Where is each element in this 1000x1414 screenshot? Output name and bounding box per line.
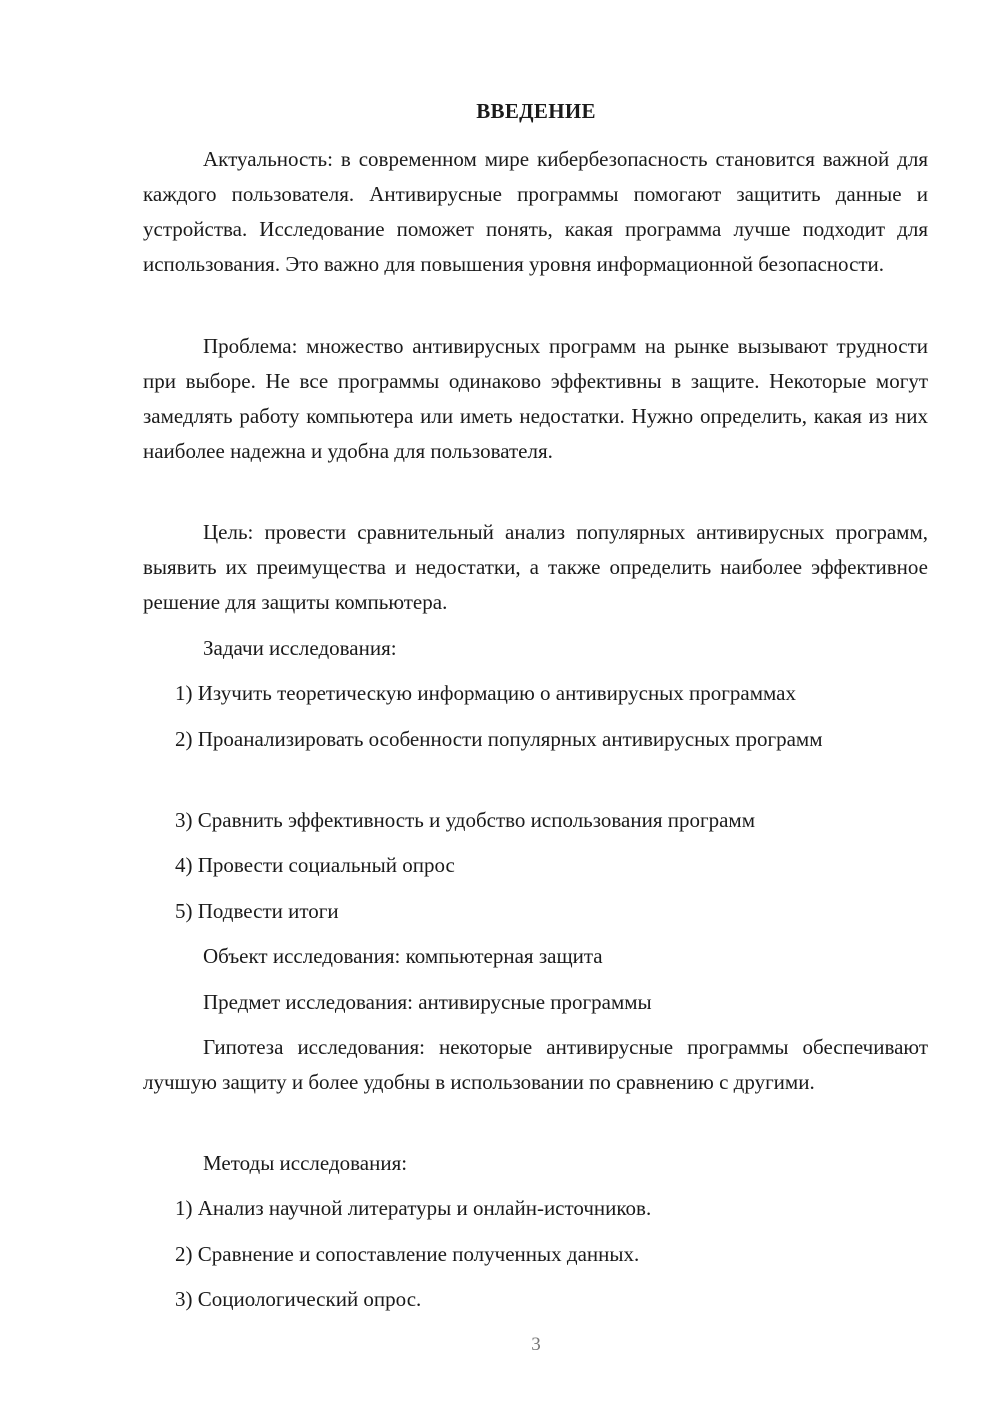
method-item-3 (143, 1282, 928, 1317)
object-text: Объект исследования: компьютерная защита (203, 944, 603, 968)
hypothesis-text: Гипотеза исследования: некоторые антивирусные программы обеспечивают лучшую защиту и более удобны в использовании по сравнению с другими. (143, 1035, 928, 1094)
goal-text: Цель: провести сравнительный анализ популярных антивирусных программ, выявить их преимущества и недостатки, а также определить наиболее эффективное решение для защиты компьютера. (143, 520, 928, 614)
list-item: 2) Сравнение и сопоставление полученных данных. (175, 1242, 640, 1266)
methods-heading (143, 1146, 928, 1181)
list-item: 1) Анализ научной литературы и онлайн-источников. (175, 1196, 652, 1220)
task-item-4 (143, 848, 928, 883)
methods-heading-text: Методы исследования: (203, 1151, 408, 1175)
task-item-3 (143, 803, 928, 838)
tasks-heading-text: Задачи исследования: (203, 636, 397, 660)
list-item: 4) Провести социальный опрос (175, 853, 455, 877)
problem-text: Проблема: множество антивирусных программ на рынке вызывают трудности при выборе. Не все программы одинаково эффективны в защите. Некоторые могут замедлять работу компьютера или иметь недостатки. Нужно определить, какая из них наиболее надежна и удобна для пользователя. (143, 334, 928, 463)
relevance-paragraph (143, 142, 928, 282)
relevance-text: Актуальность: в современном мире кибербезопасность становится важной для каждого пользователя. Антивирусные программы помогают защитить данные и устройства. Исследование поможет понять, какая программа лучше подходит для использования. Это важно для повышения уровня информационной безопасности. (143, 147, 928, 276)
tasks-heading (143, 631, 928, 666)
method-item-2 (143, 1237, 928, 1272)
list-item: 2) Проанализировать особенности популярных антивирусных программ (175, 727, 823, 751)
page-number: 3 (531, 1334, 541, 1355)
goal-paragraph (143, 515, 928, 620)
hypothesis-paragraph (143, 1030, 928, 1100)
task-item-1 (143, 676, 928, 711)
subject-text: Предмет исследования: антивирусные программы (203, 990, 652, 1014)
object-line (143, 939, 928, 974)
list-item: 1) Изучить теоретическую информацию о антивирусных программах (175, 681, 796, 705)
page-title: ВВЕДЕНИЕ (476, 99, 596, 123)
method-item-1 (143, 1191, 928, 1226)
task-item-2 (143, 722, 928, 757)
subject-line (143, 985, 928, 1020)
list-item: 3) Сравнить эффективность и удобство использования программ (175, 808, 756, 832)
task-item-5 (143, 894, 928, 929)
list-item: 3) Социологический опрос. (175, 1287, 422, 1311)
problem-paragraph (143, 329, 928, 469)
list-item: 5) Подвести итоги (175, 899, 339, 923)
